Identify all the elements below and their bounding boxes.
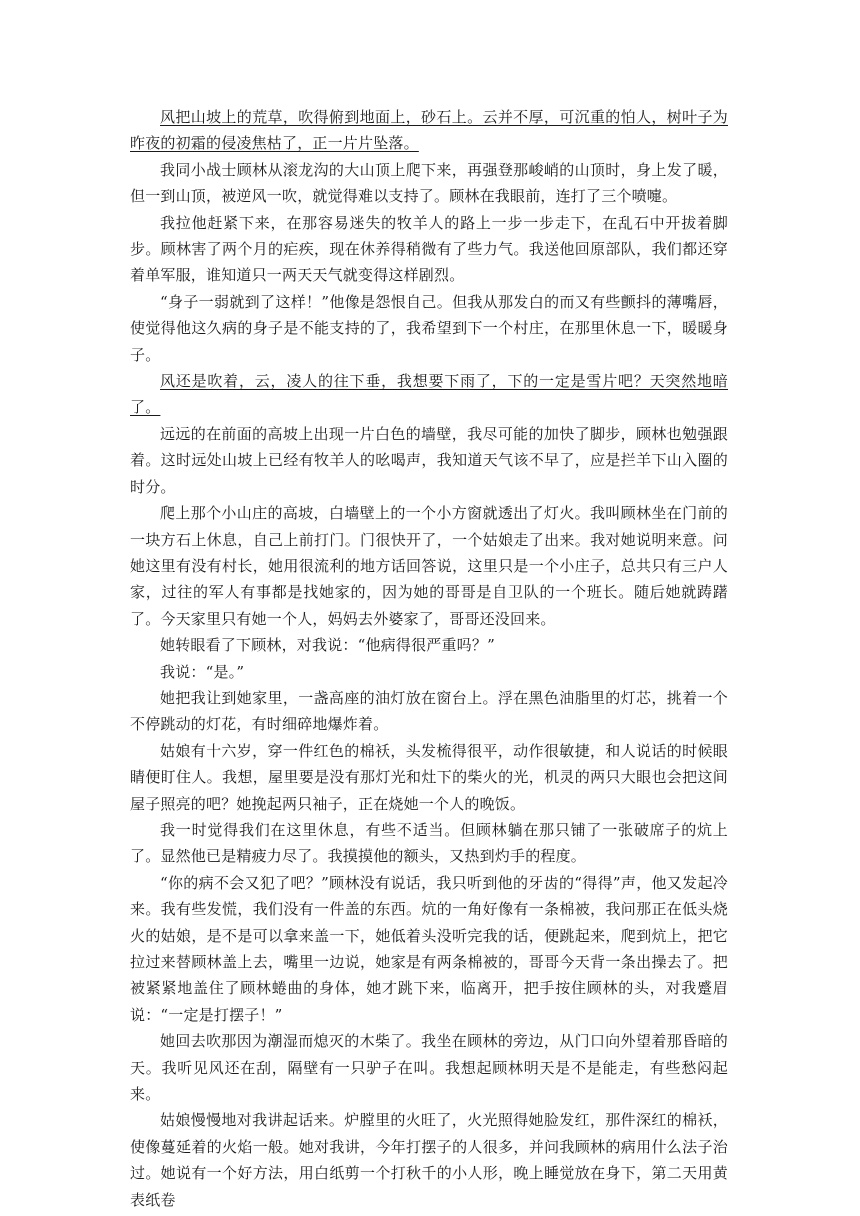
- paragraph: “身子一弱就到了这样！”他像是怨恨自己。但我从那发白的而又有些颤抖的薄嘴唇，使觉得他这久病的身子是不能支持的了，我希望到下一个村庄，在那里休息一下，暖暖身子。: [130, 292, 728, 364]
- paragraph: “你的病不会又犯了吧？”顾林没有说话，我只听到他的牙齿的“得得”声，他又发起冷来。我有些发慌，我们没有一件盖的东西。炕的一角好像有一条棉被，我问那正在低头烧火的姑娘，是不是可以拿来盖一下，她低着头没听完我的话，便跳起来，爬到炕上，把它拉过来替顾林盖上去，嘴里一边说，她家是有两条棉被的，哥哥今天背一条出操去了。把被紧紧地盖住了顾林蜷曲的身体，她才跳下来，临离开，把手按住顾林的头，对我蹙眉说：“一定是打摆子！”: [130, 873, 728, 1024]
- paragraph: 我拉他赶紧下来，在那容易迷失的牧羊人的路上一步一步走下，在乱石中开拔着脚步。顾林害了两个月的疟疾，现在休养得稍微有了些力气。我送他回原部队，我们都还穿着单军服，谁知道只一两天天气就变得这样剧烈。: [130, 213, 728, 285]
- paragraph: 远远的在前面的高坡上出现一片白色的墙壁，我尽可能的加快了脚步，顾林也勉强跟着。这时远处山坡上已经有牧羊人的吆喝声，我知道天气该不早了，应是拦羊下山入圈的时分。: [130, 424, 728, 496]
- paragraph: 我说：“是。”: [160, 662, 245, 681]
- paragraph: 姑娘有十六岁，穿一件红色的棉袄，头发梳得很平，动作很敏捷，和人说话的时候眼睛便盯住人。我想，屋里要是没有那灯光和灶下的柴火的光，机灵的两只大眼也会把这间屋子照亮的吧？她挽起两只袖子，正在烧她一个人的晚饭。: [130, 741, 728, 813]
- paragraph: 姑娘慢慢地对我讲起话来。炉膛里的火旺了，火光照得她脸发红，那件深红的棉袄，使像蔓延着的火焰一般。她对我讲，今年打摆子的人很多，并问我顾林的病用什么法子治过。她说有一个好方法，用白纸剪一个打秋千的小人形，晚上睡觉放在身下，第二天用黄表纸卷: [130, 1111, 728, 1209]
- paragraph: 她把我让到她家里，一盏高座的油灯放在窗台上。浮在黑色油脂里的灯芯，挑着一个不停跳动的灯花，有时细碎地爆炸着。: [130, 688, 728, 734]
- paragraph: 她回去吹那因为潮湿而熄灭的木柴了。我坐在顾林的旁边，从门口向外望着那昏暗的天。我听见风还在刮，隔壁有一只驴子在叫。我想起顾林明天是不是能走，有些愁闷起来。: [130, 1032, 728, 1104]
- underlined-paragraph: 风把山坡上的荒草，吹得俯到地面上，砂石上。云并不厚，可沉重的怕人，树叶子为昨夜的初霜的侵凌焦枯了，正一片片坠落。: [130, 108, 728, 153]
- paragraph: 她转眼看了下顾林，对我说：“他病得很严重吗？”: [160, 636, 495, 655]
- underlined-paragraph: 风还是吹着，云，凌人的往下垂，我想要下雨了，下的一定是雪片吧？天突然地暗了。: [130, 372, 728, 417]
- paragraph: 爬上那个小山庄的高坡，白墙壁上的一个小方窗就透出了灯火。我叫顾林坐在门前的一块方石上休息，自己上前打门。门很快开了，一个姑娘走了出来。我对她说明来意。问她这里有没有村长，她用很流利的地方话回答说，这里只是一个小庄子，总共只有三户人家，过往的军人有事都是找她家的，因为她的哥哥是自卫队的一个班长。随后她就踌躇了。今天家里只有她一个人，妈妈去外婆家了，哥哥还没回来。: [130, 504, 728, 628]
- document-page: [130, 104, 728, 1213]
- paragraph: 我一时觉得我们在这里休息，有些不适当。但顾林躺在那只铺了一张破席子的炕上了。显然他已是精疲力尽了。我摸摸他的额头，又热到灼手的程度。: [130, 820, 728, 866]
- paragraph: 我同小战士顾林从滚龙沟的大山顶上爬下来，再强登那峻峭的山顶时，身上发了暖，但一到山顶，被逆风一吹，就觉得难以支持了。顾林在我眼前，连打了三个喷嚏。: [130, 160, 728, 206]
